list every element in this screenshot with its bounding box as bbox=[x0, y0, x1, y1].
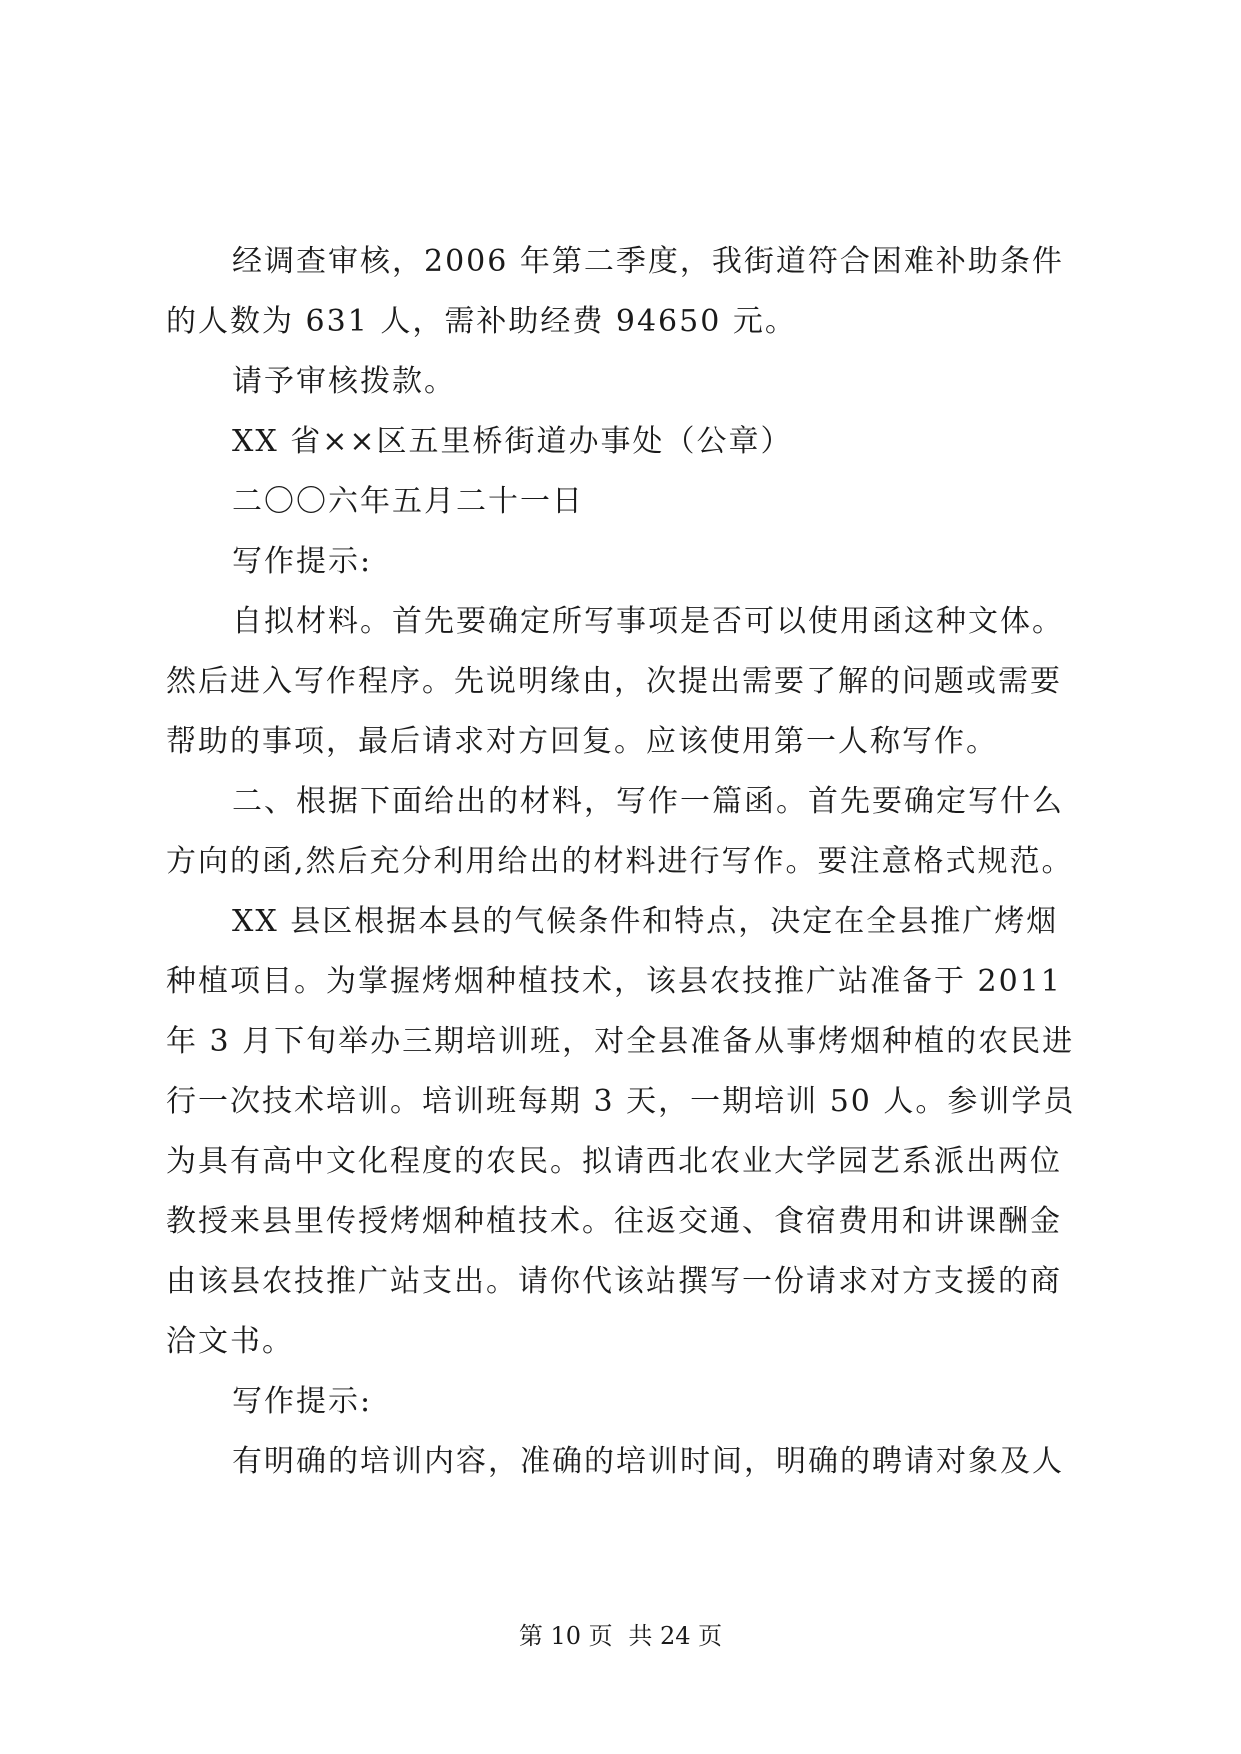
text-line: 写作提示: bbox=[232, 1384, 373, 1419]
text-line: 有明确的培训内容，准确的培训时间，明确的聘请对象及人 bbox=[232, 1444, 1064, 1479]
text-line: 帮助的事项，最后请求对方回复。应该使用第一人称写作。 bbox=[166, 724, 998, 759]
text-line: 种植项目。为掌握烤烟种植技术，该县农技推广站准备于 2011 bbox=[166, 964, 1062, 999]
text-line: 然后进入写作程序。先说明缘由，次提出需要了解的问题或需要 bbox=[166, 664, 1062, 699]
page-footer bbox=[0, 1620, 1241, 1652]
text-line: XX 省××区五里桥街道办事处（公章） bbox=[232, 424, 793, 459]
text-line: 由该县农技推广站支出。请你代该站撰写一份请求对方支援的商 bbox=[166, 1264, 1062, 1299]
page-total: 共 24 页 bbox=[628, 1622, 723, 1650]
page-number: 第 10 页 bbox=[518, 1622, 613, 1650]
text-line: 方向的函,然后充分利用给出的材料进行写作。要注意格式规范。 bbox=[166, 844, 1074, 879]
text-line: XX 县区根据本县的气候条件和特点，决定在全县推广烤烟 bbox=[232, 904, 1059, 939]
text-line: 二、根据下面给出的材料，写作一篇函。首先要确定写什么 bbox=[232, 784, 1064, 819]
text-line: 自拟材料。首先要确定所写事项是否可以使用函这种文体。 bbox=[232, 604, 1064, 639]
text-line: 教授来县里传授烤烟种植技术。往返交通、食宿费用和讲课酬金 bbox=[166, 1204, 1062, 1239]
text-line: 二〇〇六年五月二十一日 bbox=[232, 484, 584, 519]
text-line: 请予审核拨款。 bbox=[232, 364, 456, 399]
text-line: 的人数为 631 人，需补助经费 94650 元。 bbox=[166, 304, 797, 339]
text-line: 为具有高中文化程度的农民。拟请西北农业大学园艺系派出两位 bbox=[166, 1144, 1062, 1179]
text-line: 写作提示: bbox=[232, 544, 373, 579]
text-line: 年 3 月下旬举办三期培训班，对全县准备从事烤烟种植的农民进 bbox=[166, 1024, 1075, 1059]
text-line: 洽文书。 bbox=[166, 1324, 294, 1359]
document-body bbox=[166, 232, 1090, 1492]
text-line: 行一次技术培训。培训班每期 3 天，一期培训 50 人。参训学员 bbox=[166, 1084, 1076, 1119]
text-line: 经调查审核，2006 年第二季度，我街道符合困难补助条件 bbox=[232, 244, 1064, 279]
